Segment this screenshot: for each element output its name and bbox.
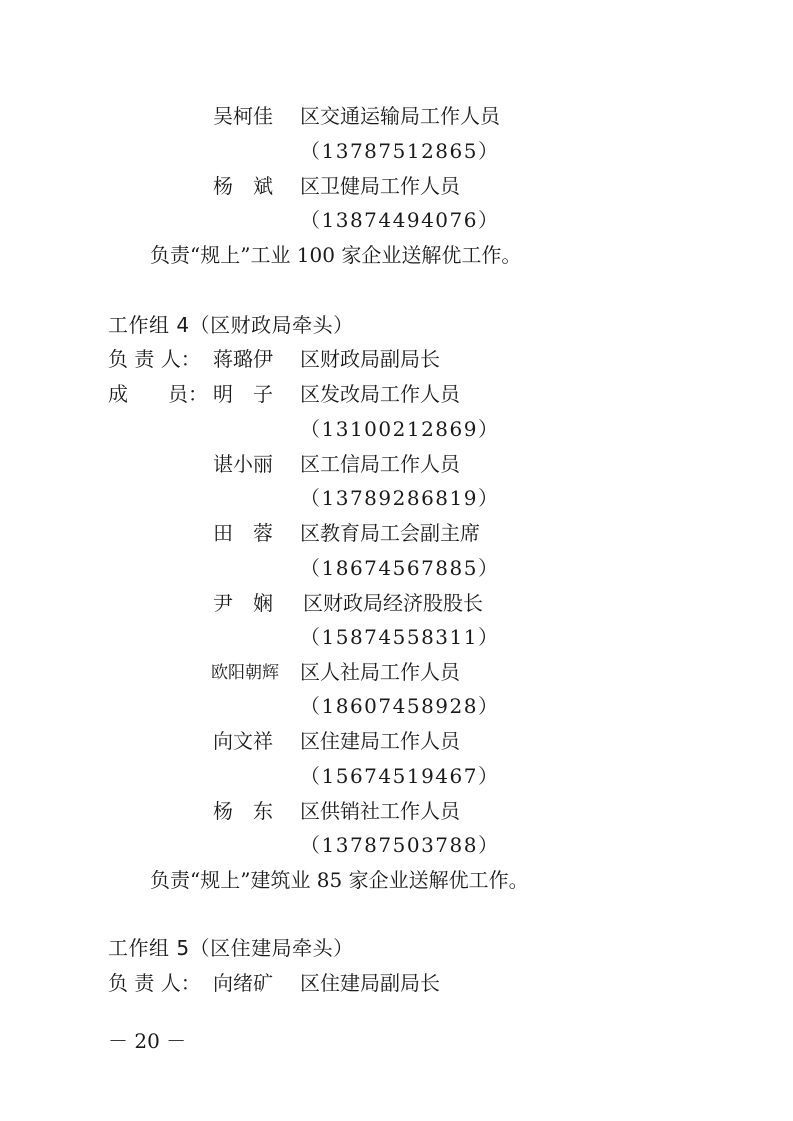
- member-name: 杨 斌: [213, 174, 273, 198]
- members-label: 成 员：: [108, 382, 208, 406]
- member-title: 区财政局经济股股长: [303, 591, 483, 615]
- member-phone: （18674567885）: [300, 556, 500, 580]
- member-title: 区卫健局工作人员: [300, 174, 460, 198]
- member-title: 区工信局工作人员: [300, 452, 460, 476]
- member-name: 谌小丽: [213, 452, 273, 476]
- duty-statement: 负责“规上”建筑业 85 家企业送解优工作。: [150, 868, 529, 892]
- member-name: 田 蓉: [213, 521, 273, 545]
- member-name: 尹 娴: [213, 591, 273, 615]
- member-phone: （13787503788）: [300, 833, 500, 857]
- leader-name: 蒋璐伊: [213, 347, 273, 371]
- group-heading: 工作组 4（区财政局牵头）: [108, 313, 354, 337]
- duty-statement: 负责“规上”工业 100 家企业送解优工作。: [150, 243, 522, 267]
- member-title: 区人社局工作人员: [300, 660, 460, 684]
- member-title: 区发改局工作人员: [300, 382, 460, 406]
- member-title: 区住建局工作人员: [300, 729, 460, 753]
- member-name: 杨 东: [213, 799, 273, 823]
- member-phone: （13787512865）: [300, 139, 500, 163]
- member-phone: （18607458928）: [300, 694, 500, 718]
- leader-title: 区财政局副局长: [300, 347, 440, 371]
- member-title: 区交通运输局工作人员: [300, 104, 500, 128]
- member-phone: （15674519467）: [300, 764, 500, 788]
- member-name: 向文祥: [213, 729, 273, 753]
- group-heading: 工作组 5（区住建局牵头）: [108, 936, 354, 960]
- leader-label: 负 责 人：: [108, 971, 201, 995]
- member-title: 区供销社工作人员: [300, 799, 460, 823]
- leader-name: 向绪矿: [213, 971, 273, 995]
- member-name: 吴柯佳: [213, 104, 273, 128]
- member-phone: （13789286819）: [300, 486, 500, 510]
- member-phone: （13874494076）: [300, 208, 500, 232]
- member-name: 欧阳朝辉: [211, 663, 279, 683]
- member-phone: （13100212869）: [300, 417, 500, 441]
- member-phone: （15874558311）: [300, 625, 500, 649]
- leader-label: 负 责 人：: [108, 347, 201, 371]
- member-title: 区教育局工会副主席: [300, 521, 480, 545]
- page-number: － 20 －: [108, 1029, 187, 1053]
- leader-title: 区住建局副局长: [300, 971, 440, 995]
- member-name: 明 子: [213, 382, 273, 406]
